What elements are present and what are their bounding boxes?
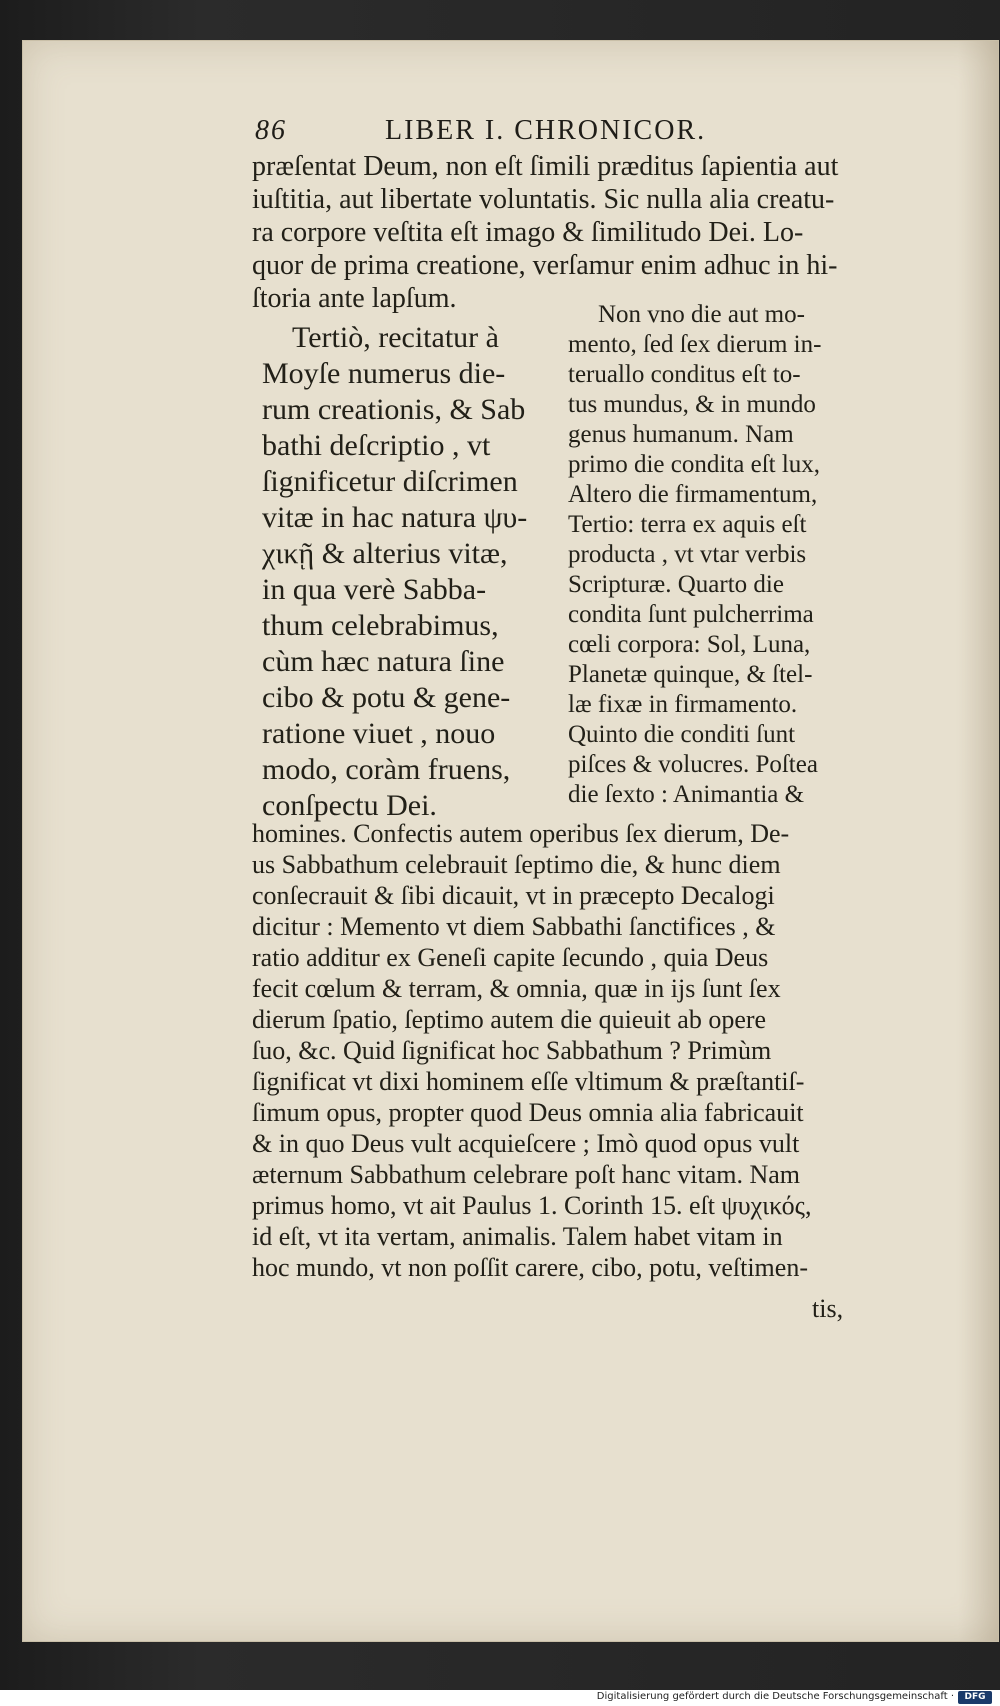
text-line: modo, coràm fruens, (262, 753, 511, 786)
text-line: primus homo, vt ait Paulus 1. Corinth 15. eſt ψυχικός, (252, 1191, 812, 1220)
text-line: us Sabbathum celebrauit ſeptimo die, & hunc diem (252, 850, 781, 879)
text-line: ra corpore veſtita eſt imago & ſimilitudo Dei. Lo- (252, 217, 804, 248)
text-line: Scripturæ. Quarto die (568, 571, 784, 598)
text-line: ſignificat vt dixi hominem eſſe vltimum & præſtantiſ- (252, 1067, 805, 1096)
footer-credit: Digitalisierung gefördert durch die Deutsche Forschungsgemeinschaft · (596, 1691, 954, 1702)
text-line: ratione viuet , nouo (262, 717, 496, 750)
text-line: thum celebrabimus, (262, 609, 499, 642)
bottom-paragraph (252, 818, 872, 1283)
text-line: & in quo Deus vult acquieſcere ; Imò quod opus vult (252, 1129, 800, 1158)
page-number: 86 (255, 115, 287, 146)
text-line: dicitur : Memento vt diem Sabbathi ſanctifices , & (252, 912, 776, 941)
text-line: Altero die firmamentum, (568, 481, 818, 508)
text-line: ſuo, &c. Quid ſignificat hoc Sabbathum ? Primùm (252, 1036, 772, 1065)
text-line: dierum ſpatio, ſeptimo autem die quieuit ab opere (252, 1005, 767, 1034)
text-line: in qua verè Sabba- (262, 573, 487, 606)
text-line: cœli corpora: Sol, Luna, (568, 631, 811, 658)
text-line: die ſexto : Animantia & (568, 781, 805, 808)
text-line: læ fixæ in firmamento. (568, 691, 798, 718)
top-paragraph (252, 150, 872, 315)
text-line: præſentat Deum, non eſt ſimili præditus ſapientia aut (252, 151, 839, 182)
text-line: Moyſe numerus die- (262, 357, 506, 390)
text-line: id eſt, vt ita vertam, animalis. Talem habet vitam in (252, 1222, 783, 1251)
text-line: ſtoria ante lapſum. (252, 283, 457, 314)
text-line: iuſtitia, aut libertate voluntatis. Sic nulla alia creatu- (252, 184, 835, 215)
text-line: primo die condita eſt lux, (568, 451, 821, 478)
page-edge-shadow (958, 41, 998, 1641)
text-line: piſces & volucres. Poſtea (568, 751, 818, 778)
text-line: ratio additur ex Geneſi capite ſecundo , quia Deus (252, 943, 769, 972)
text-line: quor de prima creatione, verſamur enim adhuc in hi- (252, 250, 838, 281)
text-line: condita ſunt pulcherrima (568, 601, 814, 628)
text-line: ſimum opus, propter quod Deus omnia alia fabricauit (252, 1098, 804, 1127)
text-line: Quinto die conditi ſunt (568, 721, 796, 748)
running-title: LIBER I. CHRONICOR. (385, 115, 707, 146)
text-line: fecit cœlum & terram, & omnia, quæ in ijs ſunt ſex (252, 974, 781, 1003)
text-line: Tertio: terra ex aquis eſt (568, 511, 807, 538)
text-line: vitæ in hac natura ψυ- (262, 501, 528, 534)
text-line: χικῇ & alterius vitæ, (262, 537, 508, 570)
text-line: æternum Sabbathum celebrare poſt hanc vitam. Nam (252, 1160, 800, 1189)
text-line: cùm hæc natura ſine (262, 645, 505, 678)
text-line: cibo & potu & gene- (262, 681, 511, 714)
text-line: ſignificetur diſcrimen (262, 465, 518, 498)
text-line: tus mundus, & in mundo (568, 391, 816, 418)
text-line: conſecrauit & ſibi dicauit, vt in præcepto Decalogi (252, 881, 775, 910)
catchword: tis, (812, 1294, 844, 1323)
text-line: teruallo conditus eſt to- (568, 361, 801, 388)
text-line: Planetæ quinque, & ſtel- (568, 661, 813, 688)
text-line: homines. Confectis autem operibus ſex dierum, De- (252, 819, 790, 848)
text-line: bathi deſcriptio , vt (262, 429, 491, 462)
text-line: Non vno die aut mo- (598, 301, 805, 328)
text-line: genus humanum. Nam (568, 421, 794, 448)
right-column-paragraph (568, 300, 868, 810)
dfg-logo-icon: DFG (958, 1691, 992, 1704)
text-line: hoc mundo, vt non poſſit carere, cibo, potu, veſtimen- (252, 1253, 808, 1282)
text-line: mento, ſed ſex dierum in- (568, 331, 822, 358)
text-line: rum creationis, & Sab (262, 393, 526, 426)
text-line: producta , vt vtar verbis (568, 541, 807, 568)
text-line: Tertiò, recitatur à (292, 321, 499, 354)
text-line: conſpectu Dei. (262, 789, 437, 822)
left-column-paragraph (262, 320, 542, 824)
